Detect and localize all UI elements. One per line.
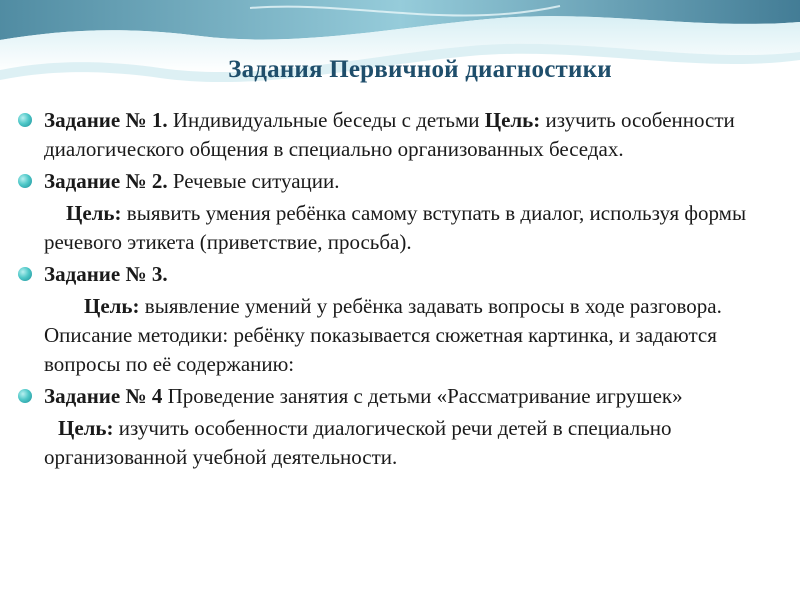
teal-orb-bullet-icon — [18, 267, 32, 281]
task-2 — [10, 167, 780, 196]
teal-orb-bullet-icon — [18, 389, 32, 403]
task-4-heading: Задание № 4 — [44, 384, 163, 408]
task-1-goal-label: Цель: — [484, 108, 541, 132]
task-2-heading: Задание № 2. — [44, 169, 168, 193]
task-3-goal-label: Цель: — [84, 294, 140, 318]
task-3-goal — [10, 292, 780, 379]
task-3-heading: Задание № 3. — [44, 262, 168, 286]
task-2-goal-label: Цель: — [66, 201, 122, 225]
task-4-goal-text: изучить особенности диалогической речи детей в специально организованной учебной деятельности. — [44, 416, 672, 469]
slide-title: Задания Первичной диагностики — [228, 56, 612, 83]
task-1-text: Индивидуальные беседы с детьми — [167, 108, 485, 132]
task-2-goal — [10, 199, 780, 257]
task-2-goal-text: выявить умения ребёнка самому вступать в диалог, используя формы речевого этикета (приветствие, просьба). — [44, 201, 747, 254]
task-list — [10, 106, 780, 475]
task-4 — [10, 382, 780, 411]
task-1 — [10, 106, 780, 164]
task-4-goal-label: Цель: — [58, 416, 114, 440]
task-2-text: Речевые ситуации. — [167, 169, 340, 193]
teal-orb-bullet-icon — [18, 113, 32, 127]
teal-orb-bullet-icon — [18, 174, 32, 188]
task-1-heading: Задание № 1. — [44, 108, 168, 132]
task-3 — [10, 260, 780, 289]
header-wave-decoration — [0, 0, 800, 110]
task-1-goal-text: изучить особенности диалогического общения в специально организованных беседах. — [44, 108, 735, 161]
task-4-text: Проведение занятия с детьми «Рассматривание игрушек» — [162, 384, 683, 408]
task-4-goal — [10, 414, 780, 472]
task-3-goal-text: выявление умений у ребёнка задавать вопросы в ходе разговора. Описание методики: ребёнку показывается сюжетная картинка, и задаются вопросы по её содержанию: — [44, 294, 722, 376]
